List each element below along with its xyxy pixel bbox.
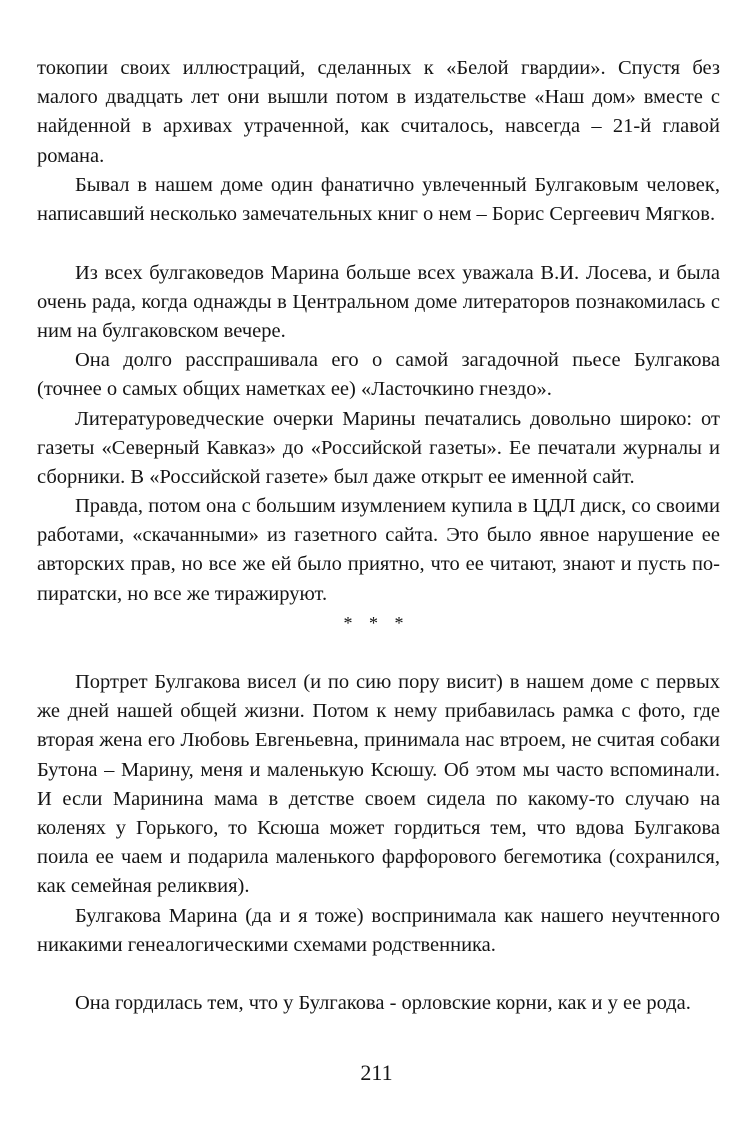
paragraph-oryol-roots: Она гордилась тем, что у Булгакова - орловские корни, как и у ее рода. — [75, 992, 691, 1014]
section-separator: * * * — [343, 613, 410, 633]
paragraph-essays: Литературоведческие очерки Марины печатались довольно широко: от газеты «Северный Кавказ» до «Российской газеты». Ее печатали журналы и сборники. В «Российской газете» был даже открыт ее именной сайт. — [37, 408, 720, 489]
page-number: 211 — [360, 1060, 393, 1085]
paragraph-myagkov: Бывал в нашем доме один фанатично увлеченный Булгаковым человек, написавший несколько замечательных книг о нем – Борис Сергеевич Мягков. — [37, 174, 720, 226]
paragraph-illustrations: токопии своих иллюстраций, сделанных к «Белой гвардии». Спустя без малого двадцать лет они вышли потом в издательстве «Наш дом» вместе с найденной в архивах утраченной, как считалось, навсегда – 21-й главой романа. — [37, 57, 720, 167]
paragraph-portrait: Портрет Булгакова висел (и по сию пору висит) в нашем доме с первых же дней нашей общей жизни. Потом к нему прибавилась рамка с фото, где вторая жена его Любовь Евгеньевна, принимала нас втроем, не считая собаки Бутона – Марину, меня и маленькую Ксюшу. Об этом мы часто вспоминали. И если Маринина мама в детстве своем сидела по какому-то случаю на коленях у Горького, то Ксюша может гордиться тем, что вдова Булгакова поила ее чаем и подарила маленького фарфорового бегемотика (сохранился, как семейная реликвия). — [37, 671, 720, 898]
paragraph-swallow-nest: Она долго расспрашивала его о самой загадочной пьесе Булгакова (точнее о самых общих наметках ее) «Ласточкино гнездо». — [37, 349, 720, 401]
paragraph-losev: Из всех булгаковедов Марина больше всех уважала В.И. Лосева, и была очень рада, когда однажды в Центральном доме литераторов познакомилась с ним на булгаковском вечере. — [37, 262, 720, 343]
paragraph-relative: Булгакова Марина (да и я тоже) воспринимала как нашего неучтенного никакими генеалогическими схемами родственника. — [37, 905, 720, 957]
paragraph-cd-disk: Правда, потом она с большим изумлением купила в ЦДЛ диск, со своими работами, «скачанными» из газетного сайта. Это было явное нарушение ее авторских прав, но все же ей было приятно, что ее читают, знают и пусть по-пиратски, но все же тиражируют. — [37, 495, 720, 605]
